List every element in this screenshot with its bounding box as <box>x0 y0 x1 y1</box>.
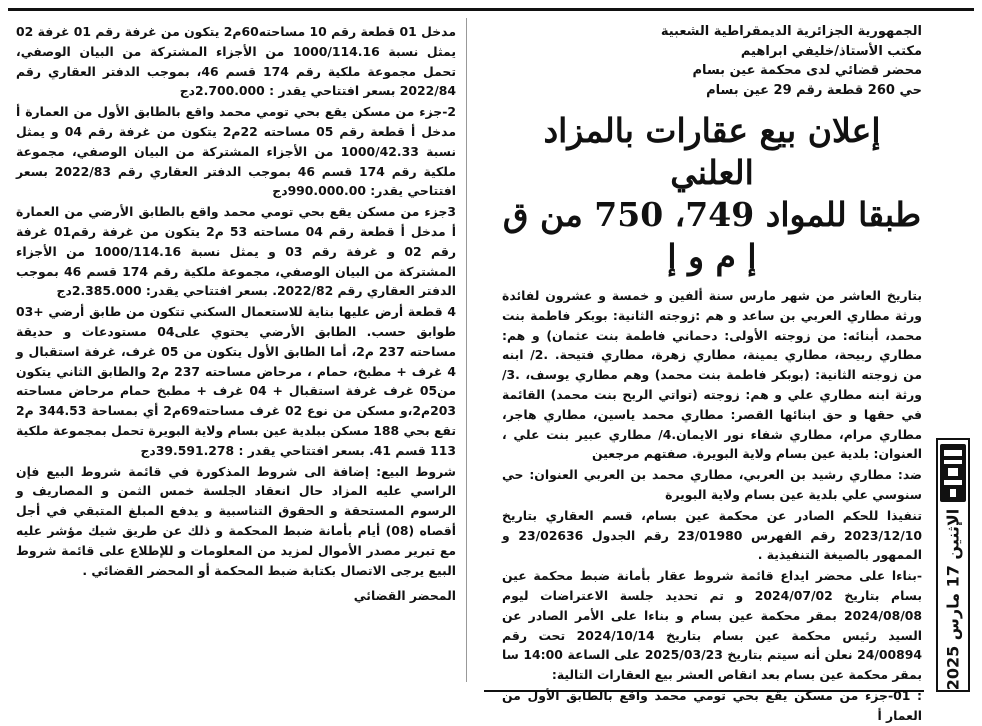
sale-conditions: شروط البيع: إضافة الى شروط المذكورة في قائمة شروط البيع فإن الراسي عليه المزاد حال انعقاد الجلسة خمس الثمن و المصاريف و الرسوم المستحقة و الحقوق التناسبية و يدفع المبلغ المتبقي في أجل أقصاه (08) أيام بأمانة ضبط المحكمة و ذلك عن طريق شيك مؤشر عليه مع تبرير مصدر الأموال لمزيد من المعلومات و للإطلاع على قائمة شروط البيع يرجى الاتصال بكتابة ضبط المحكمة أو المحضر القضائي . <box>16 463 457 578</box>
parties-paragraph: بتاريخ العاشر من شهر مارس سنة ألفين و خمسة و عشرون لفائدة ورثة مطاري العربي بن ساعد و هم :زوجته الثانية: بوبكر فاطمة بنت محمد، أبنائه: من زوجته الأولى: دحماني فاطمة بنت عثمان) و هم: مطاري ربيحة، مطاري يمينة، مطاري زهرة، مطاري فتيحة. .2/ ابنه من زوجته الثانية: (بوبكر فاطمة بنت محمد) وهم مطاري يوسف، .3/ ورثة ابنه مطاري علي و هم: زوجته (تواتي الربح بنت محمد) القائمة في حقها و حق ابنائها القصر: مطاري محمد ياسين، مطاري هاجر، مطاري مرام، مطاري شفاء نور الايمان.4/ مطاري عبير بنت علي ، العنوان: بلدية عين بسام ولاية البويرة. صفتهم مرجعين <box>502 288 923 462</box>
newspaper-logo-icon <box>940 444 966 502</box>
column-divider <box>466 18 467 682</box>
issue-date-text: الإثنين 17 مارس 2025 <box>943 508 963 690</box>
header-line: مكتب الأستاذ/خليفي ابراهيم <box>740 43 922 59</box>
top-rule <box>8 8 974 11</box>
right-column <box>502 22 922 726</box>
header-line: حي 260 قطعة رقم 29 عين بسام <box>706 82 922 98</box>
property-4-details: 4 قطعة أرض عليها بناية للاستعمال السكني تتكون من طابق أرضي +03 طوابق حسب. الطابق الأرضي يحتوي على04 مستودعات و حديقة مساحته 237 م2، أما الطابق الأول يتكون من 05 غرف، غرفة استقبال و 4 غرف + مطبخ، حمام ، مرحاض مساحته 237 م2 والطابق الثاني يتكون من05 غرف غرفة استقبال + 04 غرف + مطبخ حمام مرحاض مساحته 203م2،و مسكن من نوع 02 غرف مساحته69م2 أي بمساحة 344.53 م2 تقع بحي 188 مسكن ببلدية عين بسام ولاية البويرة تحمل بمجموعة ملكية 113 قسم 41. بسعر افتتاحي يقدر : 39.591.278دج <box>16 304 456 458</box>
execution-paragraph: تنفيذا للحكم الصادر عن محكمة عين بسام، قسم العقاري بتاريخ 2023/12/10 رقم الفهرس 23/01980 رقم الجدول 23/02636 و الممهور بالصيغة التنفيذية . <box>502 507 922 563</box>
property-1-paragraph: : 01-جزء من مسكن يقع بحي تومي محمد واقع بالطابق الأول من العمار أ <box>502 687 922 723</box>
title-line-1: إعلان بيع عقارات بالمزاد العلني <box>543 111 881 192</box>
header-line: الجمهورية الجزائرية الديمقراطية الشعبية <box>660 24 922 39</box>
newspaper-page <box>8 8 974 723</box>
bailiff-signature: المحضر القضائي <box>353 588 456 604</box>
property-1-details: مدخل 01 قطعة رقم 10 مساحته60م2 يتكون من غرفة رقم 01 غرفة 02 يمثل نسبة 1000/114.16 من الأجزاء المشتركة من البيان الوصفي، تحمل مجموعة ملكية رقم 174 قسم 46، بموجب الدفتر العقاري رقم 2022/84 بسعر افتتاحي يقدر : 2.700.000دج <box>16 24 456 99</box>
against-paragraph: ضد: مطاري رشيد بن العربي، مطاري محمد بن العربي العنوان: حي سنوسي علي بلدية عين بسام ولاية البويرة <box>502 467 922 502</box>
title-line-2: طبقا للمواد 749، 750 من ق إ م و إ <box>502 195 922 276</box>
property-3-details: 3جزء من مسكن يقع بحي تومي محمد واقع بالطابق الأرضي من العمارة أ مدخل أ قطعة رقم 04 مساحته 53 م2 يتكون من غرفة رقم01 غرفة رقم 02 و غرفة رقم 03 و يمثل نسبة 1000/114.16 من الأجزاء المشتركة من البيان الوصفي، مجموعة ملكية رقم 174 قسم 46 بموجب الدفتر العقاري رقم 2022/82. بسعر افتتاحي يقدر: 2.385.000دج <box>16 204 456 299</box>
issue-date <box>938 510 968 688</box>
left-column <box>16 22 456 603</box>
notice-title <box>502 110 922 278</box>
office-header <box>502 22 922 100</box>
date-strip <box>936 438 970 692</box>
property-2-details: 2-جزء من مسكن يقع بحي تومي محمد واقع بالطابق الأول من العمارة أ مدخل أ قطعة رقم 05 مساحته 22م2 يتكون من غرفة رقم 04 و يمثل نسبة 1000/42.33 من الأجزاء المشتركة من البيان الوصفي، مجموعة ملكية رقم 174 قسم 46 بموجب الدفتر العقاري رقم 2022/83 بسعر افتتاحي يقدر: 990.000.00دج <box>16 104 457 199</box>
header-line: محضر قضائي لدى محكمة عين بسام <box>692 63 922 78</box>
auction-date-paragraph: -بناءا على محضر ايداع قائمة شروط عقار بأمانة ضبط محكمة عين بسام بتاريخ 2024/07/02 و تم تحديد جلسة الاعتراضات ليوم 2024/08/08 بمقر محكمة عين بسام و بناءا على الأمر الصادر عن السيد رئيس محكمة عين بسام بتاريخ 2024/10/14 تحت رقم 24/00894 نعلن أنه سيتم بتاريخ 2025/03/23 على الساعة 14:00 سا بمقر محكمة عين بسام بعد انقاص العشر بيع العقارات التالية: <box>502 568 922 683</box>
